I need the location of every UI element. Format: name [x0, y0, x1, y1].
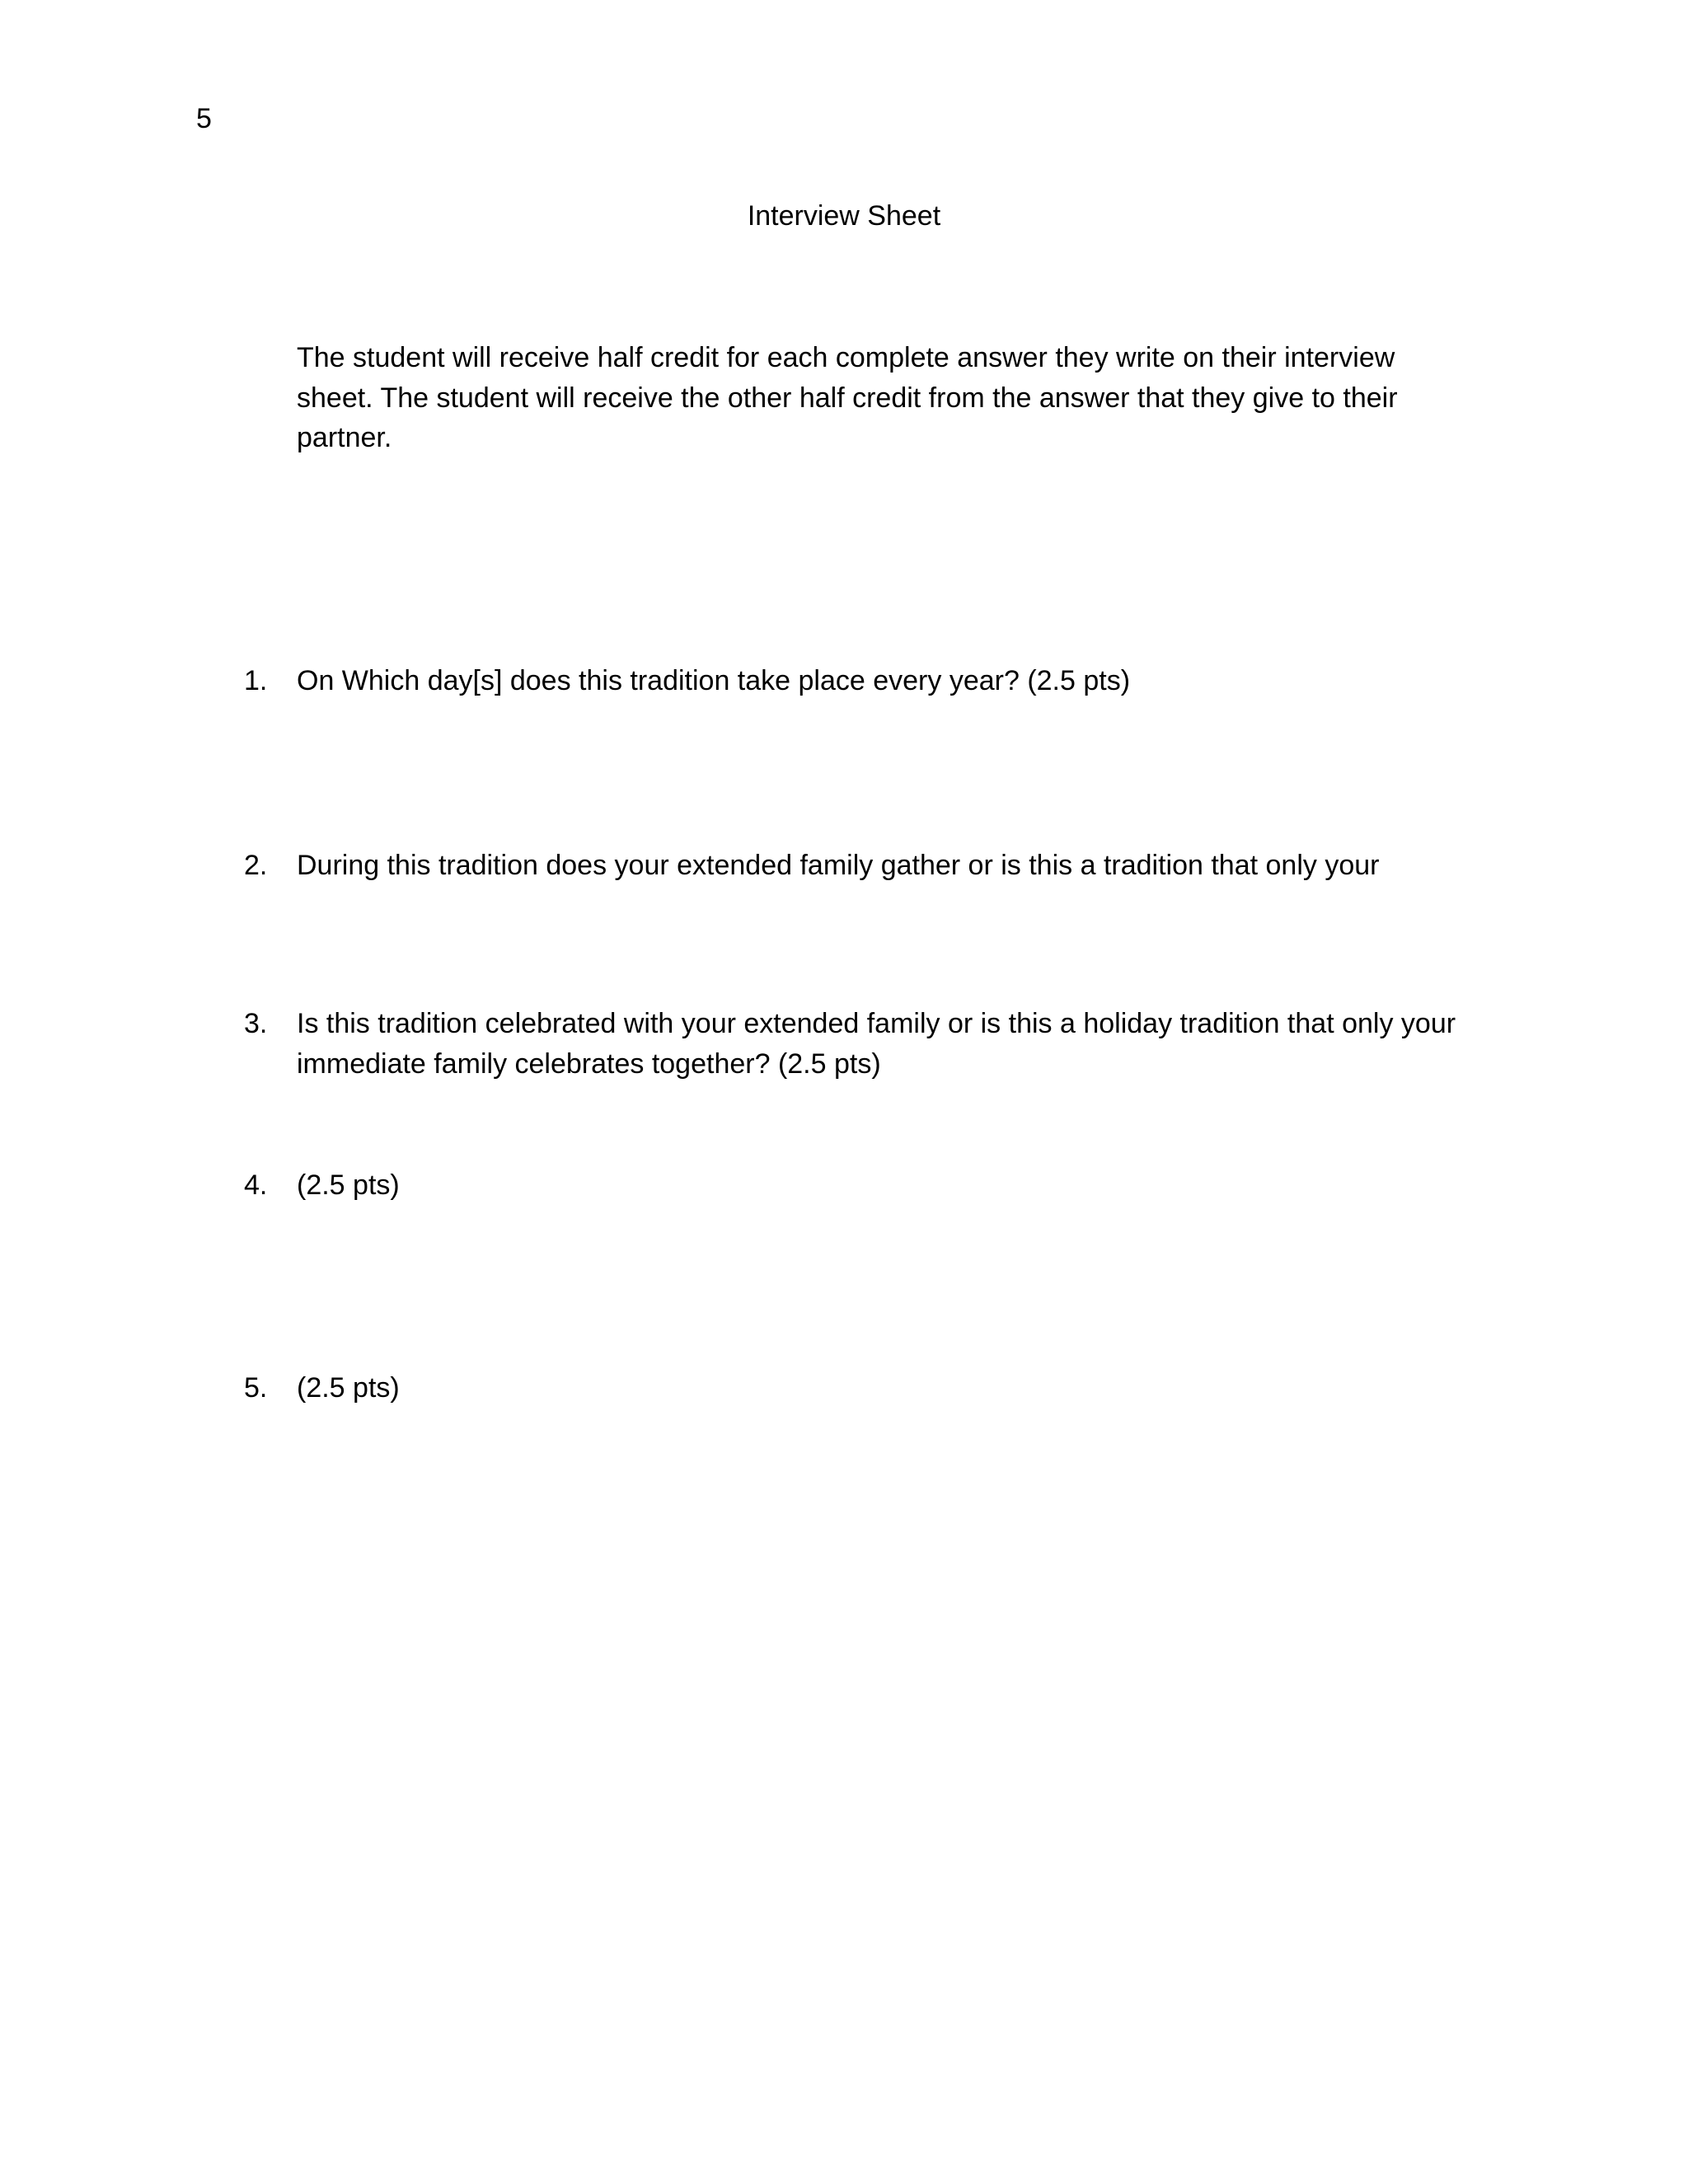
page-title: Interview Sheet: [747, 200, 941, 232]
question-item: [244, 1004, 1480, 1084]
question-item: [244, 1368, 1480, 1408]
question-number: 1.: [244, 665, 268, 696]
question-text: On Which day[s] does this tradition take place every year? (2.5 pts): [297, 665, 1131, 696]
question-text: (2.5 pts): [297, 1169, 400, 1201]
question-number: 3.: [244, 1008, 268, 1039]
question-text: Is this tradition celebrated with your extended family or is this a holiday tradition that only your immediate family celebrates together? (2.5 pts): [297, 1008, 1456, 1080]
question-text: During this tradition does your extended family gather or is this a tradition that only your: [297, 850, 1380, 881]
instructions-paragraph: The student will receive half credit for each complete answer they write on their interview sheet. The student will receive the other half credit from the answer that they give to their partner.: [297, 342, 1398, 453]
question-number: 5.: [244, 1372, 268, 1404]
page-number: 5: [196, 103, 212, 134]
question-item: [244, 1165, 1480, 1206]
question-text: (2.5 pts): [297, 1372, 400, 1404]
question-item: [244, 661, 1480, 701]
question-item: [244, 846, 1480, 886]
question-number: 2.: [244, 850, 268, 881]
question-number: 4.: [244, 1169, 268, 1201]
